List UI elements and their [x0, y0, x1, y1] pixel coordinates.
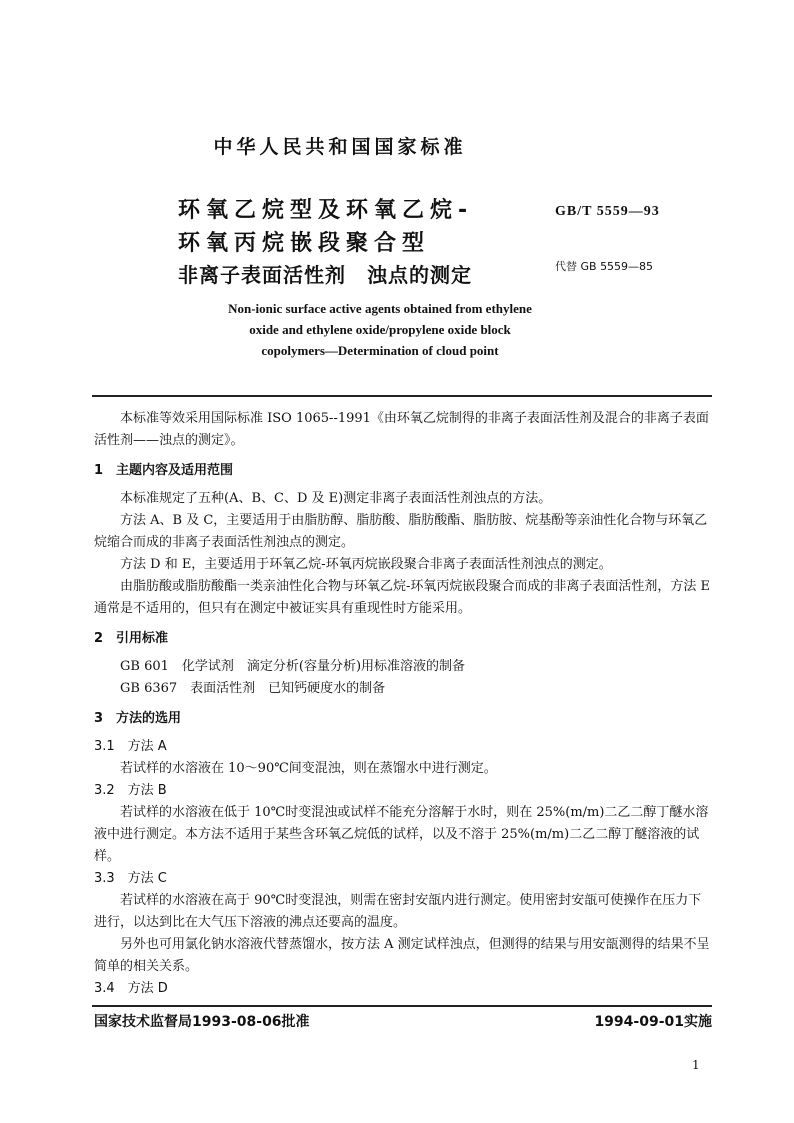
section-1-heading: 1 主题内容及适用范围	[94, 463, 234, 478]
section-1-paragraph-4: 由脂肪酸或脂肪酸酯一类亲油性化合物与环氧乙烷-环氧丙烷嵌段聚合而成的非离子表面活性剂，方法 E 通常是不适用的，但只有在测定中被证实具有重现性时方能采用。	[94, 579, 711, 616]
intro-paragraph: 本标准等效采用国际标准 ISO 1065--1991《由环氧乙烷制得的非离子表面活性剂及混合的非离子表面活性剂——浊点的测定》。	[94, 411, 709, 448]
standard-number: GB/T 5559—93	[555, 204, 660, 219]
section-3-1-text: 若试样的水溶液在 10～90℃间变混浊，则在蒸馏水中进行测定。	[120, 761, 497, 776]
replaces-note: 代替 GB 5559—85	[555, 260, 654, 273]
section-3-heading: 3 方法的选用	[94, 711, 182, 726]
english-title-line-1: Non-ionic surface active agents obtained from ethylene	[228, 301, 532, 316]
section-1-paragraph-2: 方法 A、B 及 C，主要适用于由脂肪醇、脂肪酸、脂肪酸酯、脂肪胺、烷基酚等亲油性化合物与环氧乙烷缩合而成的非离子表面活性剂浊点的测定。	[94, 513, 708, 550]
bottom-rule	[92, 1005, 712, 1007]
section-3-3-heading: 3.3 方法 C	[94, 871, 167, 886]
top-rule	[92, 395, 712, 397]
title-line-1: 环氧乙烷型及环氧乙烷-	[178, 198, 474, 223]
section-3-1-heading: 3.1 方法 A	[94, 739, 167, 754]
english-title-line-2: oxide and ethylene oxide/propylene oxide block	[249, 322, 511, 337]
title-line-3: 非离子表面活性剂 浊点的测定	[178, 263, 472, 287]
reference-gb6367: GB 6367 表面活性剂 已知钙硬度水的制备	[120, 681, 386, 696]
reference-gb601: GB 601 化学试剂 滴定分析(容量分析)用标准溶液的制备	[120, 659, 466, 674]
section-3-3-text-1: 若试样的水溶液在高于 90℃时变混浊，则需在密封安瓿内进行测定。使用密封安瓿可使操作在压力下进行，以达到比在大气压下溶液的沸点还要高的温度。	[94, 893, 702, 930]
national-standard-header: 中华人民共和国国家标准	[213, 136, 467, 158]
section-2-heading: 2 引用标准	[94, 631, 169, 646]
section-3-2-text: 若试样的水溶液在低于 10℃时变混浊或试样不能充分溶解于水时，则在 25%(m/m)二乙二醇丁醚水溶液中进行测定。本方法不适用于某些含环氧乙烷低的试样，以及不溶于 25%(m/m)二乙二醇丁醚溶液的试样。	[94, 805, 709, 864]
section-3-3-text-2: 另外也可用氯化钠水溶液代替蒸馏水，按方法 A 测定试样浊点，但测得的结果与用安瓿测得的结果不呈简单的相关关系。	[94, 937, 710, 974]
section-3-4-heading: 3.4 方法 D	[94, 981, 168, 996]
english-title-line-3: copolymers—Determination of cloud point	[261, 343, 499, 358]
document-body	[94, 408, 712, 1000]
title-line-2: 环氧丙烷嵌段聚合型	[178, 231, 431, 256]
english-title	[130, 298, 630, 361]
page-number: 1	[692, 1058, 700, 1072]
section-1-paragraph-3: 方法 D 和 E，主要适用于环氧乙烷-环氧丙烷嵌段聚合非离子表面活性剂浊点的测定。	[120, 557, 612, 572]
implementation-date: 1994-09-01实施	[594, 1014, 712, 1030]
approval-date: 国家技术监督局1993-08-06批准	[94, 1014, 310, 1030]
section-1-paragraph-1: 本标准规定了五种(A、B、C、D 及 E)测定非离子表面活性剂浊点的方法。	[120, 491, 552, 506]
section-3-2-heading: 3.2 方法 B	[94, 783, 167, 798]
